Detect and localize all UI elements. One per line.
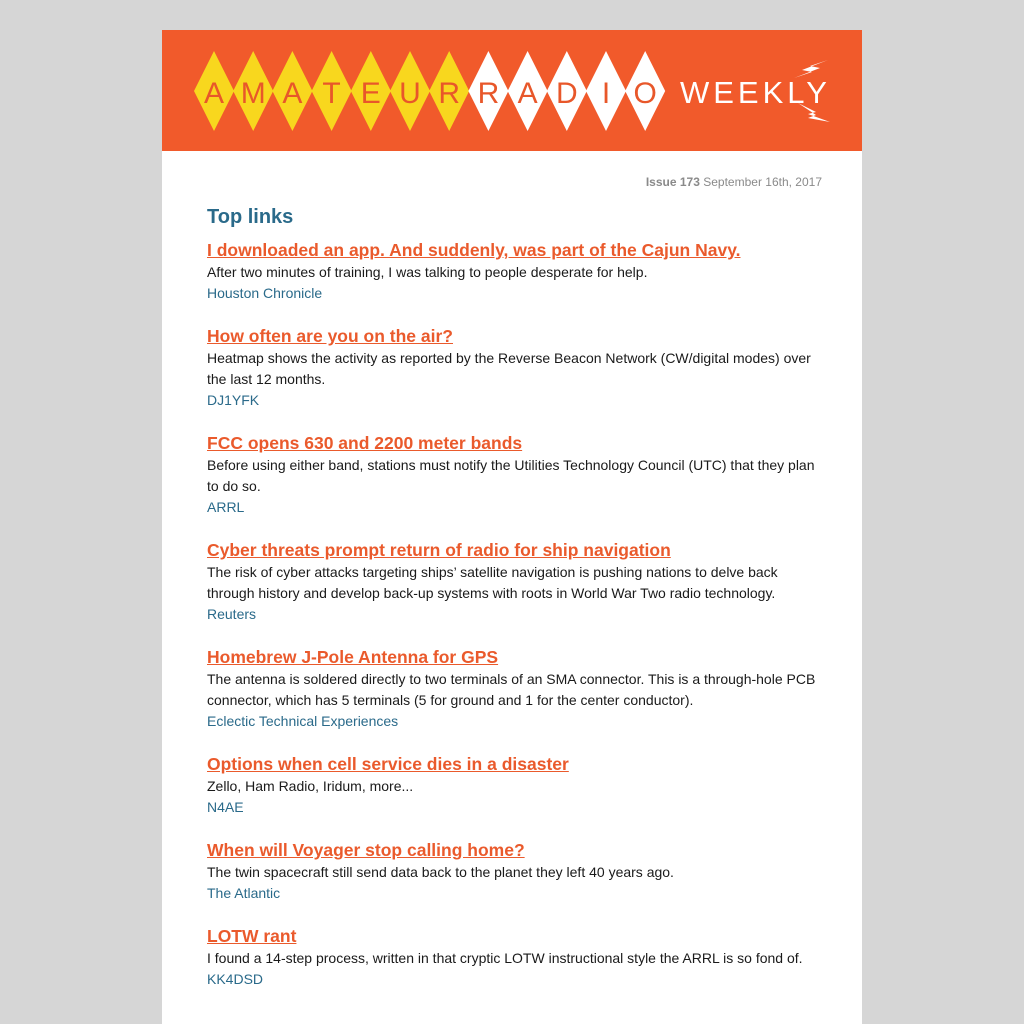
logo-letter: I	[601, 77, 611, 110]
logo-diamond	[429, 51, 469, 131]
logo-letter: U	[399, 77, 421, 110]
link-source[interactable]: KK4DSD	[207, 971, 264, 987]
link-item	[207, 240, 822, 304]
logo-suffix-weekly: WEEKLY	[680, 75, 831, 110]
link-source[interactable]: DJ1YFK	[207, 392, 260, 408]
logo-diamond	[194, 51, 234, 131]
header-banner	[162, 30, 862, 151]
link-title[interactable]: LOTW rant	[207, 926, 297, 946]
logo-letter: R	[477, 77, 500, 110]
logo-diamond	[468, 51, 508, 131]
logo-diamond	[233, 51, 273, 131]
issue-line	[646, 175, 822, 189]
logo	[162, 30, 862, 151]
link-item	[207, 326, 822, 411]
section-title: Top links	[207, 206, 294, 228]
logo-letter: A	[282, 77, 303, 110]
logo-diamond	[351, 51, 391, 131]
link-title[interactable]: Homebrew J-Pole Antenna for GPS	[207, 647, 499, 667]
link-item	[207, 840, 822, 904]
link-title[interactable]: Cyber threats prompt return of radio for ship navigation	[207, 540, 671, 560]
newsletter-sheet	[162, 30, 862, 1024]
link-item	[207, 754, 822, 818]
logo-letter: T	[322, 77, 341, 110]
link-list	[207, 240, 822, 990]
link-description: Zello, Ham Radio, Iridum, more...	[207, 778, 414, 794]
link-source[interactable]: Reuters	[207, 606, 257, 622]
logo-diamond	[547, 51, 587, 131]
link-description: The twin spacecraft still send data back to the planet they left 40 years ago.	[207, 864, 674, 880]
link-source[interactable]: N4AE	[207, 799, 244, 815]
link-source[interactable]: Houston Chronicle	[207, 285, 323, 301]
link-title[interactable]: How often are you on the air?	[207, 326, 453, 346]
link-title[interactable]: FCC opens 630 and 2200 meter bands	[207, 433, 523, 453]
link-title[interactable]: I downloaded an app. And suddenly, was part of the Cajun Navy.	[207, 240, 741, 260]
link-source[interactable]: The Atlantic	[207, 885, 281, 901]
logo-letter: D	[555, 77, 578, 110]
logo-letter: R	[438, 77, 461, 110]
link-title[interactable]: When will Voyager stop calling home?	[207, 840, 525, 860]
link-item	[207, 540, 822, 625]
issue-date: September 16th, 2017	[703, 175, 822, 189]
content	[207, 205, 822, 1012]
logo-diamond	[272, 51, 312, 131]
logo-diamond	[625, 51, 665, 131]
logo-letter: M	[240, 77, 266, 110]
link-item	[207, 647, 822, 732]
logo-diamond	[312, 51, 352, 131]
link-description: The antenna is soldered directly to two terminals of an SMA connector. This is a through-hole PCB connector, which has 5 terminals (5 for ground and 1 for the center conductor).	[207, 671, 816, 708]
link-description: Heatmap shows the activity as reported by the Reverse Beacon Network (CW/digital modes) over the last 12 months.	[207, 350, 811, 387]
link-title[interactable]: Options when cell service dies in a disaster	[207, 754, 569, 774]
logo-diamond	[390, 51, 430, 131]
link-description: Before using either band, stations must notify the Utilities Technology Council (UTC) that they plan to do so.	[207, 457, 815, 494]
issue-number: Issue 173	[645, 175, 700, 189]
link-source[interactable]: ARRL	[207, 499, 245, 515]
logo-letter: A	[203, 77, 225, 110]
logo-letter: E	[360, 77, 381, 110]
logo-letter: A	[517, 77, 538, 110]
link-description: The risk of cyber attacks targeting ships’ satellite navigation is pushing nations to delve back through history and develop back-up systems with roots in World War Two radio technology.	[207, 564, 778, 601]
link-source[interactable]: Eclectic Technical Experiences	[207, 713, 399, 729]
logo-diamond	[586, 51, 626, 131]
link-description: I found a 14-step process, written in that cryptic LOTW instructional style the ARRL is so fond of.	[207, 950, 803, 966]
logo-diamond	[508, 51, 548, 131]
link-description: After two minutes of training, I was talking to people desperate for help.	[207, 264, 648, 280]
link-item	[207, 433, 822, 518]
logo-letter: O	[633, 77, 657, 110]
link-item	[207, 926, 822, 990]
